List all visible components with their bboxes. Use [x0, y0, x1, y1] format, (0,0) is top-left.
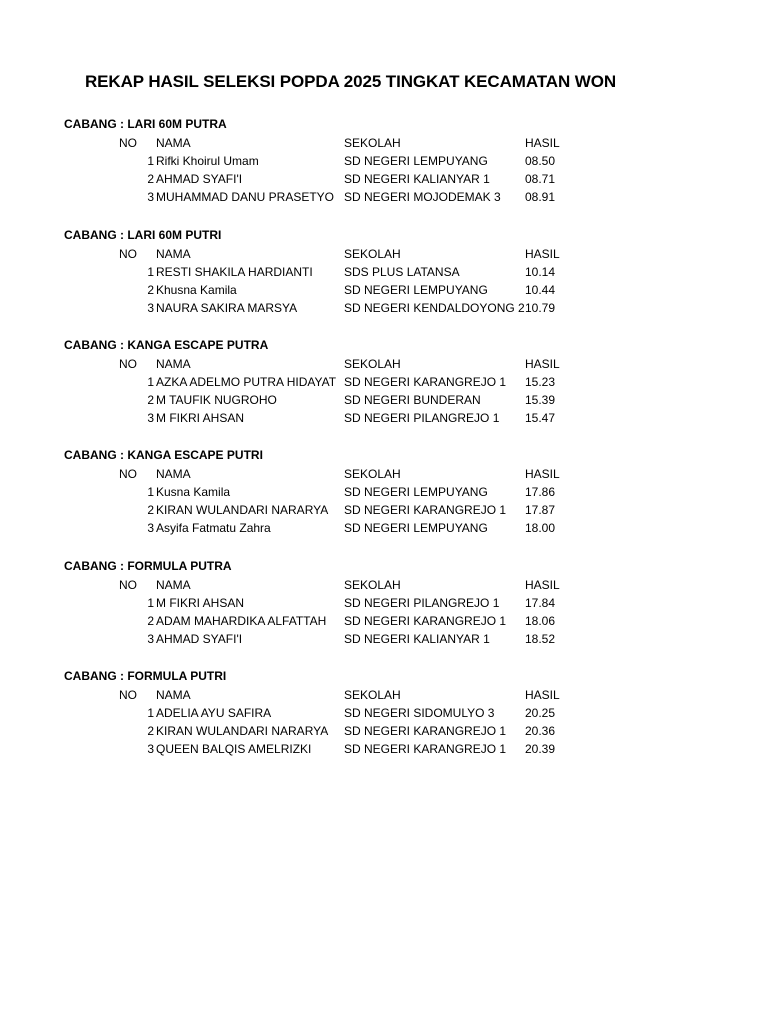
cell-sekolah: SD NEGERI BUNDERAN	[344, 393, 481, 407]
col-header-no: NO	[119, 357, 137, 371]
table-row	[0, 375, 768, 393]
cell-hasil: 20.36	[525, 724, 556, 738]
cell-sekolah: SD NEGERI KARANGREJO 1	[344, 742, 507, 756]
table-row	[0, 614, 768, 632]
cell-no: 1	[147, 265, 154, 279]
cell-sekolah: SD NEGERI KALIANYAR 1	[344, 172, 490, 186]
table-row	[0, 301, 768, 319]
cell-sekolah: SD NEGERI KALIANYAR 1	[344, 632, 490, 646]
table-row	[0, 596, 768, 614]
cell-no: 1	[147, 375, 154, 389]
cell-no: 1	[147, 485, 154, 499]
col-header-nama: NAMA	[156, 578, 191, 592]
header-row	[0, 357, 768, 375]
cell-hasil: 08.50	[525, 154, 556, 168]
col-header-nama: NAMA	[156, 467, 191, 481]
cell-sekolah: SD NEGERI MOJODEMAK 3	[344, 190, 501, 204]
cell-sekolah: SD NEGERI PILANGREJO 1	[344, 411, 500, 425]
cell-sekolah: SD NEGERI LEMPUYANG	[344, 283, 488, 297]
table-row	[0, 283, 768, 301]
cell-sekolah: SD NEGERI LEMPUYANG	[344, 485, 488, 499]
cell-hasil: 15.47	[525, 411, 556, 425]
cell-no: 2	[147, 283, 154, 297]
cell-hasil: 10.44	[525, 283, 556, 297]
cell-nama: KIRAN WULANDARI NARARYA	[156, 724, 329, 738]
cell-sekolah: SD NEGERI LEMPUYANG	[344, 521, 488, 535]
col-header-sekolah: SEKOLAH	[344, 467, 401, 481]
cell-no: 3	[147, 742, 154, 756]
section-heading: CABANG : LARI 60M PUTRI	[64, 228, 222, 242]
table-row	[0, 154, 768, 172]
col-header-no: NO	[119, 247, 137, 261]
cell-nama: NAURA SAKIRA MARSYA	[156, 301, 298, 315]
cell-nama: MUHAMMAD DANU PRASETYO	[156, 190, 335, 204]
cell-nama: ADAM MAHARDIKA ALFATTAH	[156, 614, 327, 628]
cell-hasil: 15.23	[525, 375, 556, 389]
table-row	[0, 485, 768, 503]
col-header-sekolah: SEKOLAH	[344, 578, 401, 592]
table-row	[0, 265, 768, 283]
cell-nama: M TAUFIK NUGROHO	[156, 393, 277, 407]
cell-nama: AHMAD SYAFI'I	[156, 632, 243, 646]
cell-no: 3	[147, 411, 154, 425]
header-row	[0, 136, 768, 154]
table-row	[0, 503, 768, 521]
col-header-no: NO	[119, 688, 137, 702]
cell-no: 1	[147, 706, 154, 720]
cell-sekolah: SD NEGERI SIDOMULYO 3	[344, 706, 495, 720]
cell-nama: ADELIA AYU SAFIRA	[156, 706, 272, 720]
cell-sekolah: SDS PLUS LATANSA	[344, 265, 460, 279]
header-row	[0, 247, 768, 265]
cell-hasil: 10.79	[525, 301, 556, 315]
cell-no: 3	[147, 301, 154, 315]
cell-nama: AHMAD SYAFI'I	[156, 172, 243, 186]
cell-no: 1	[147, 154, 154, 168]
table-row	[0, 411, 768, 429]
table-row	[0, 742, 768, 760]
col-header-nama: NAMA	[156, 357, 191, 371]
table-row	[0, 632, 768, 650]
col-header-hasil: HASIL	[525, 357, 560, 371]
cell-no: 1	[147, 596, 154, 610]
col-header-no: NO	[119, 136, 137, 150]
cell-hasil: 17.87	[525, 503, 556, 517]
col-header-sekolah: SEKOLAH	[344, 136, 401, 150]
col-header-hasil: HASIL	[525, 578, 560, 592]
cell-hasil: 18.00	[525, 521, 556, 535]
cell-no: 3	[147, 521, 154, 535]
cell-no: 2	[147, 172, 154, 186]
cell-nama: Kusna Kamila	[156, 485, 231, 499]
page-title: REKAP HASIL SELEKSI POPDA 2025 TINGKAT KECAMATAN WON	[85, 72, 616, 91]
cell-sekolah: SD NEGERI KENDALDOYONG 2	[344, 301, 525, 315]
cell-nama: M FIKRI AHSAN	[156, 596, 245, 610]
cell-hasil: 17.84	[525, 596, 556, 610]
cell-no: 2	[147, 393, 154, 407]
col-header-sekolah: SEKOLAH	[344, 247, 401, 261]
col-header-sekolah: SEKOLAH	[344, 688, 401, 702]
col-header-nama: NAMA	[156, 136, 191, 150]
cell-hasil: 20.25	[525, 706, 556, 720]
col-header-hasil: HASIL	[525, 136, 560, 150]
col-header-no: NO	[119, 578, 137, 592]
col-header-hasil: HASIL	[525, 467, 560, 481]
cell-nama: KIRAN WULANDARI NARARYA	[156, 503, 329, 517]
col-header-hasil: HASIL	[525, 247, 560, 261]
cell-sekolah: SD NEGERI KARANGREJO 1	[344, 375, 507, 389]
table-row	[0, 172, 768, 190]
col-header-no: NO	[119, 467, 137, 481]
col-header-sekolah: SEKOLAH	[344, 357, 401, 371]
cell-hasil: 08.91	[525, 190, 556, 204]
cell-hasil: 20.39	[525, 742, 556, 756]
cell-nama: M FIKRI AHSAN	[156, 411, 245, 425]
cell-nama: RESTI SHAKILA HARDIANTI	[156, 265, 313, 279]
header-row	[0, 467, 768, 485]
header-row	[0, 578, 768, 596]
cell-no: 2	[147, 503, 154, 517]
cell-hasil: 10.14	[525, 265, 556, 279]
cell-nama: Asyifa Fatmatu Zahra	[156, 521, 271, 535]
section-heading: CABANG : FORMULA PUTRI	[64, 669, 227, 683]
cell-nama: Khusna Kamila	[156, 283, 237, 297]
col-header-nama: NAMA	[156, 688, 191, 702]
cell-nama: Rifki Khoirul Umam	[156, 154, 259, 168]
cell-sekolah: SD NEGERI KARANGREJO 1	[344, 614, 507, 628]
cell-nama: AZKA ADELMO PUTRA HIDAYAT	[156, 375, 337, 389]
cell-hasil: 18.52	[525, 632, 556, 646]
cell-no: 3	[147, 190, 154, 204]
cell-hasil: 08.71	[525, 172, 556, 186]
col-header-nama: NAMA	[156, 247, 191, 261]
col-header-hasil: HASIL	[525, 688, 560, 702]
section-heading: CABANG : FORMULA PUTRA	[64, 559, 232, 573]
cell-sekolah: SD NEGERI KARANGREJO 1	[344, 724, 507, 738]
cell-hasil: 18.06	[525, 614, 556, 628]
section-heading: CABANG : KANGA ESCAPE PUTRA	[64, 338, 269, 352]
cell-sekolah: SD NEGERI KARANGREJO 1	[344, 503, 507, 517]
cell-hasil: 17.86	[525, 485, 556, 499]
cell-no: 3	[147, 632, 154, 646]
cell-hasil: 15.39	[525, 393, 556, 407]
cell-sekolah: SD NEGERI LEMPUYANG	[344, 154, 488, 168]
table-row	[0, 190, 768, 208]
cell-sekolah: SD NEGERI PILANGREJO 1	[344, 596, 500, 610]
table-row	[0, 724, 768, 742]
cell-nama: QUEEN BALQIS AMELRIZKI	[156, 742, 312, 756]
header-row	[0, 688, 768, 706]
section-heading: CABANG : LARI 60M PUTRA	[64, 117, 227, 131]
table-row	[0, 393, 768, 411]
cell-no: 2	[147, 724, 154, 738]
cell-no: 2	[147, 614, 154, 628]
section-heading: CABANG : KANGA ESCAPE PUTRI	[64, 448, 263, 462]
table-row	[0, 521, 768, 539]
table-row	[0, 706, 768, 724]
